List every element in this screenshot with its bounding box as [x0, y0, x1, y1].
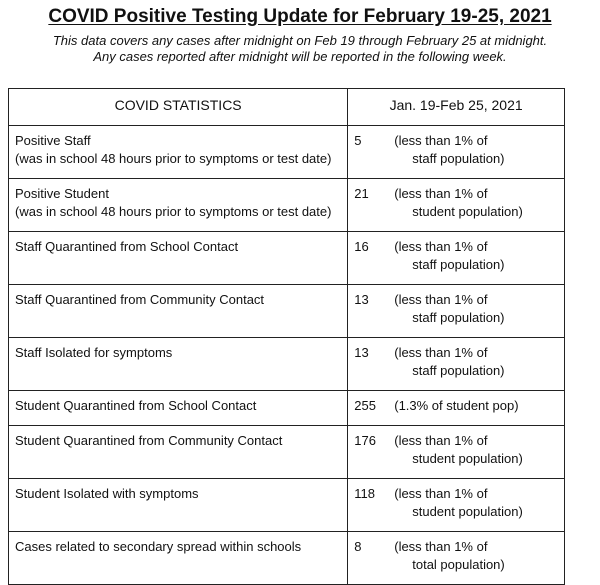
row-note-line-2: staff population)	[412, 257, 505, 272]
row-value-cell	[348, 391, 565, 426]
row-value-cell	[348, 285, 565, 338]
row-value-cell	[348, 426, 565, 479]
row-value-cell	[348, 232, 565, 285]
table-row	[9, 426, 565, 479]
table-row	[9, 479, 565, 532]
row-value-cell	[348, 479, 565, 532]
row-label-cell	[9, 479, 348, 532]
row-note-line-1: (less than 1% of	[394, 345, 488, 360]
table-row	[9, 391, 565, 426]
row-label: Student Quarantined from Community Contact	[15, 433, 283, 448]
row-label: Student Isolated with symptoms	[15, 486, 199, 501]
row-count: 118	[354, 486, 375, 501]
row-label-cell	[9, 532, 348, 585]
row-count: 255	[354, 398, 376, 413]
row-label-cell	[9, 391, 348, 426]
row-count: 16	[354, 239, 369, 254]
row-note-line-1: (less than 1% of	[394, 239, 488, 254]
row-note-line-2: student population)	[412, 204, 523, 219]
row-count: 13	[354, 292, 369, 307]
row-label-cell	[9, 232, 348, 285]
row-label: Staff Isolated for symptoms	[15, 345, 173, 360]
row-count: 5	[354, 133, 362, 148]
table-row	[9, 232, 565, 285]
row-label-cell	[9, 338, 348, 391]
row-value-cell	[348, 338, 565, 391]
row-note-line-2: student population)	[412, 504, 523, 519]
row-note-line-2: staff population)	[412, 310, 505, 325]
row-note-line-1: (less than 1% of	[394, 186, 488, 201]
row-label-cell	[9, 126, 348, 179]
row-label: Cases related to secondary spread within schools	[15, 539, 302, 554]
row-value-cell	[348, 179, 565, 232]
row-note-line-1: (less than 1% of	[394, 133, 488, 148]
table-row	[9, 532, 565, 585]
row-count: 8	[354, 539, 362, 554]
row-count: 21	[354, 186, 369, 201]
row-sublabel: (was in school 48 hours prior to symptoms or test date)	[15, 204, 332, 219]
coverage-note-line-2: Any cases reported after midnight will be reported in the following week.	[93, 49, 507, 64]
row-value-cell	[348, 532, 565, 585]
table-row	[9, 285, 565, 338]
row-label: Staff Quarantined from Community Contact	[15, 292, 265, 307]
row-count: 176	[354, 433, 376, 448]
row-label: Positive Student	[15, 186, 109, 201]
row-label: Positive Staff	[15, 133, 91, 148]
column-header-statistics: COVID STATISTICS	[9, 89, 348, 126]
row-note-line-1: (less than 1% of	[394, 433, 488, 448]
row-label-cell	[9, 426, 348, 479]
row-value-cell	[348, 126, 565, 179]
row-label: Student Quarantined from School Contact	[15, 398, 257, 413]
row-label-cell	[9, 179, 348, 232]
covid-statistics-table	[8, 88, 565, 585]
row-note-line-2: total population)	[412, 557, 505, 572]
table-header-row	[9, 89, 565, 126]
row-note-line-2: staff population)	[412, 151, 505, 166]
row-note-line-1: (1.3% of student pop)	[394, 398, 519, 413]
row-note-line-2: student population)	[412, 451, 523, 466]
page-title: COVID Positive Testing Update for February 19-25, 2021	[48, 6, 552, 27]
row-count: 13	[354, 345, 369, 360]
row-note-line-1: (less than 1% of	[394, 292, 488, 307]
table-row	[9, 179, 565, 232]
coverage-note-line-1: This data covers any cases after midnight on Feb 19 through February 25 at midnight.	[52, 33, 548, 48]
row-sublabel: (was in school 48 hours prior to symptoms or test date)	[15, 151, 332, 166]
row-label: Staff Quarantined from School Contact	[15, 239, 239, 254]
table-row	[9, 338, 565, 391]
table-row	[9, 126, 565, 179]
row-note-line-1: (less than 1% of	[394, 486, 488, 501]
column-header-date-range: Jan. 19-Feb 25, 2021	[348, 89, 565, 126]
row-note-line-1: (less than 1% of	[394, 539, 488, 554]
row-label-cell	[9, 285, 348, 338]
row-note-line-2: staff population)	[412, 363, 505, 378]
